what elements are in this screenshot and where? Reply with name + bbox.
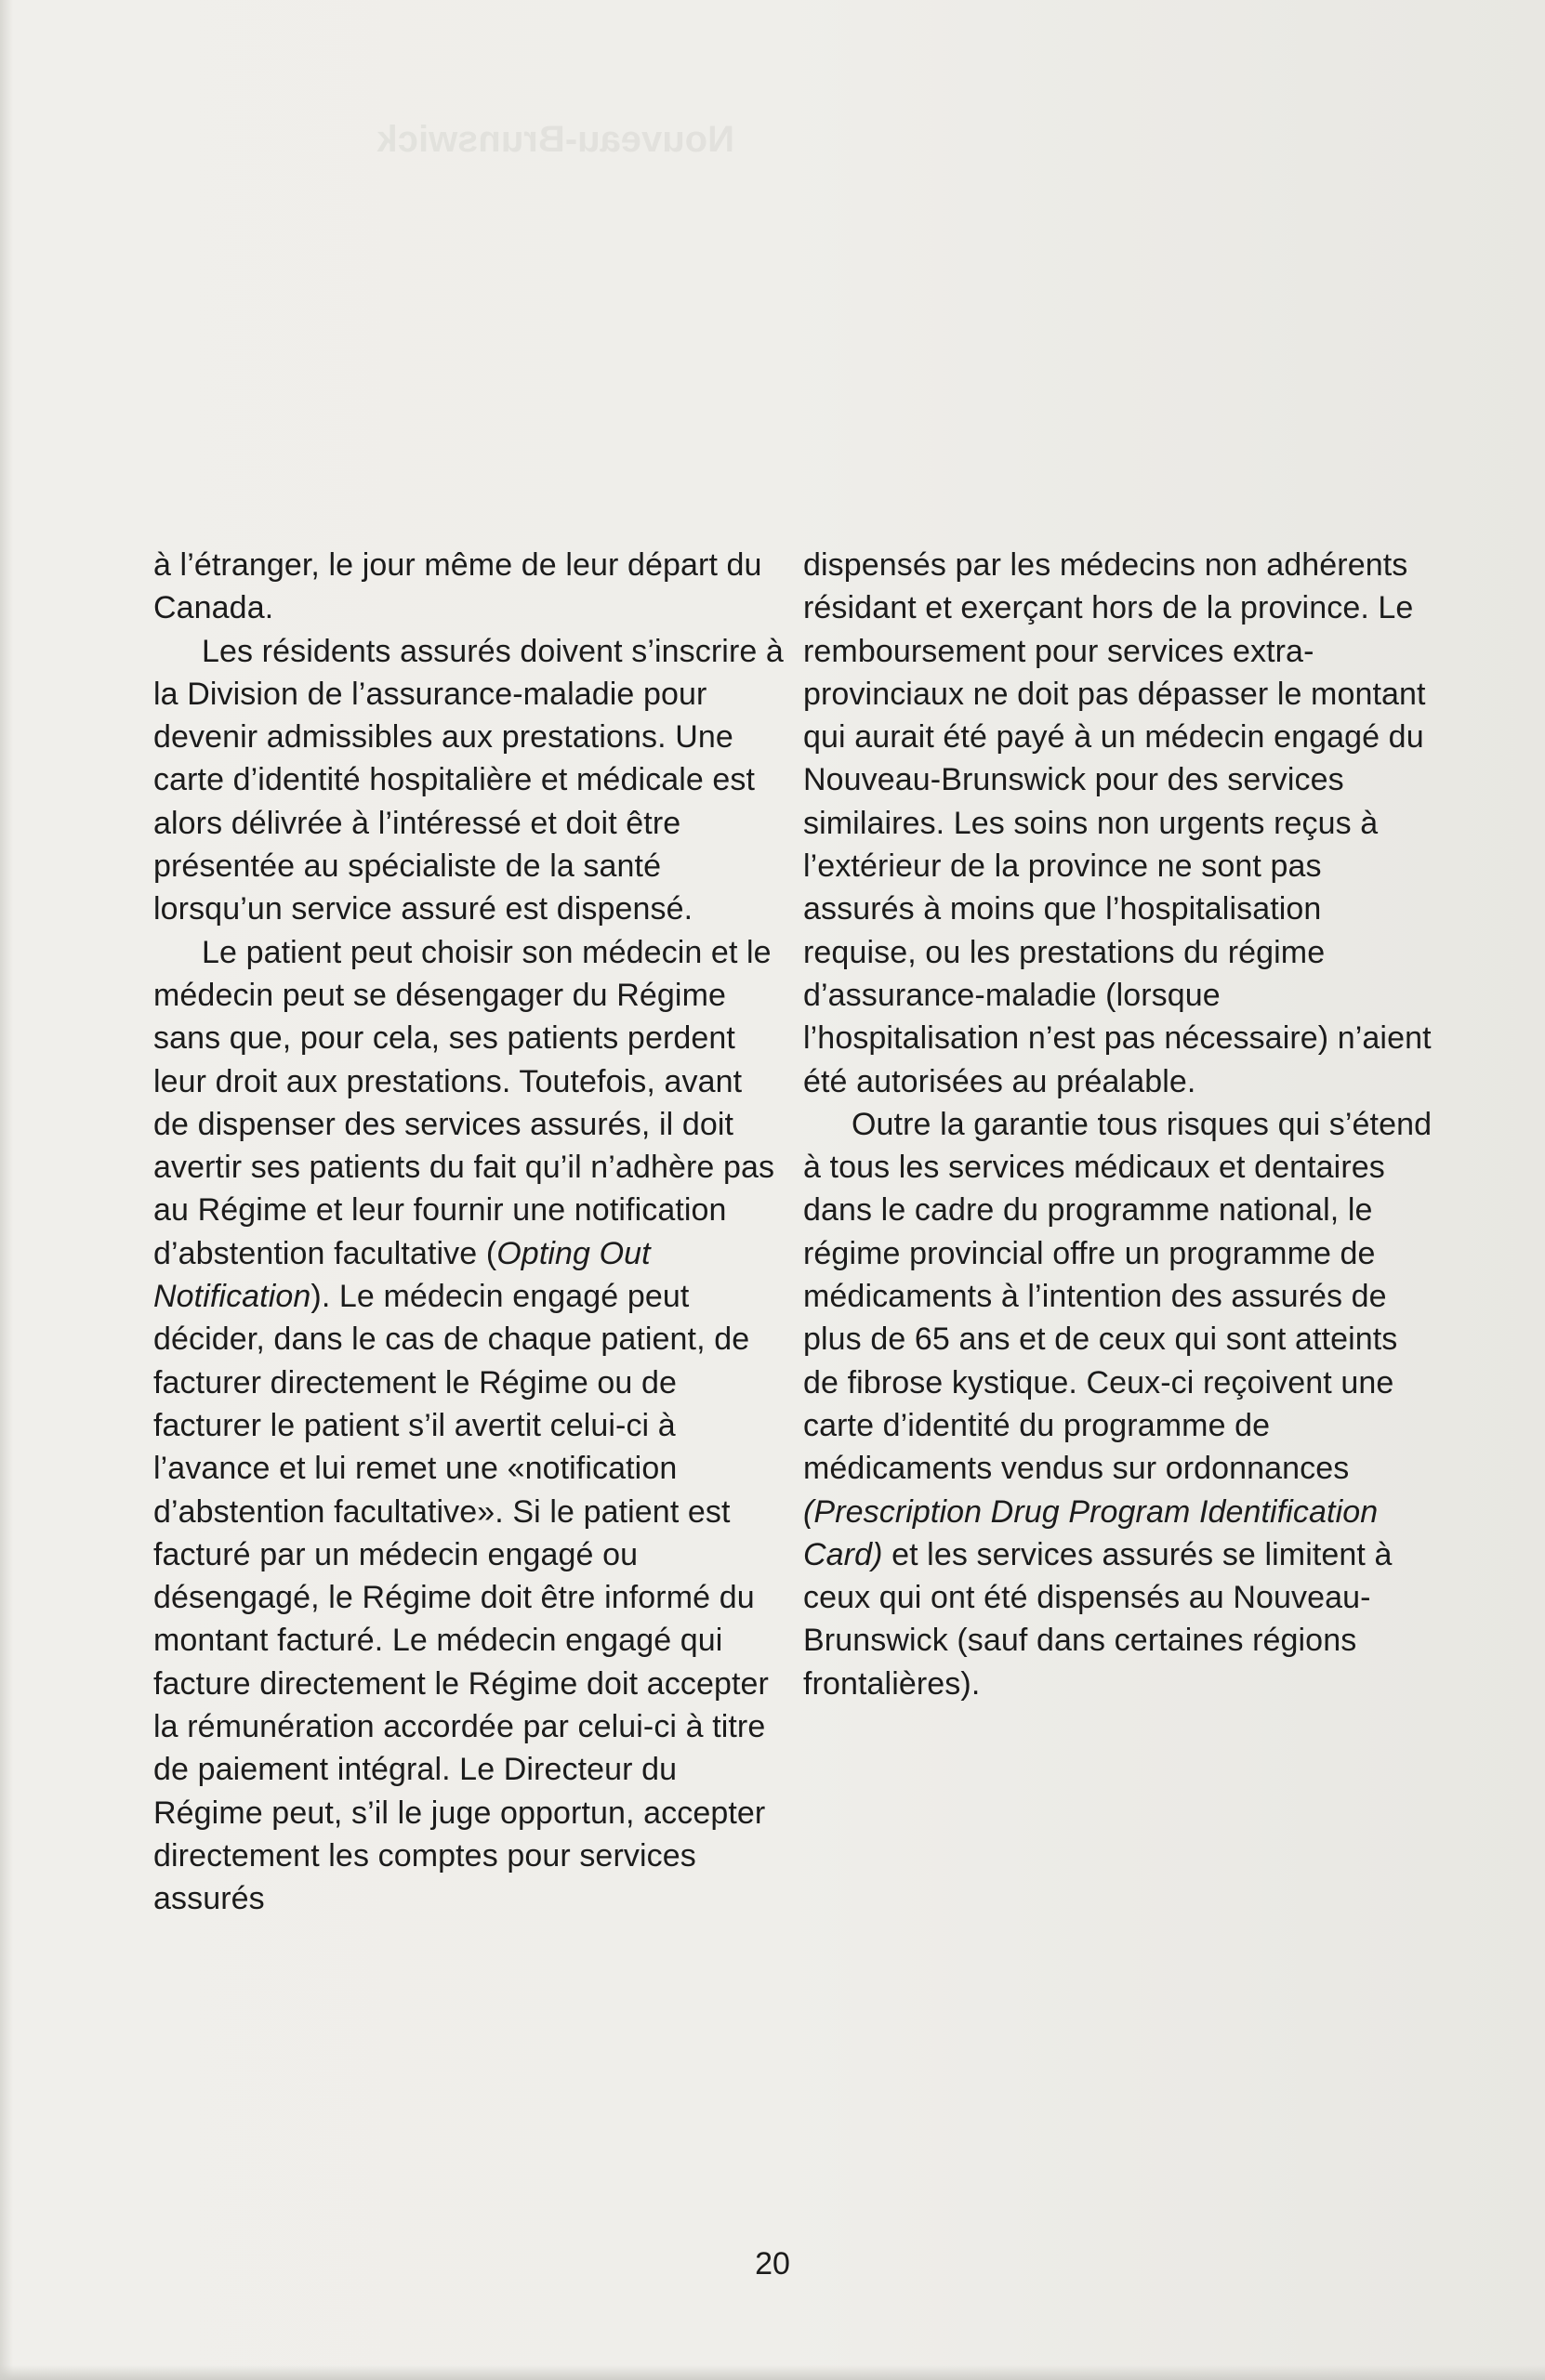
left-paragraph-1: à l’étranger, le jour même de leur départ du Canada. (153, 547, 762, 626)
left-paragraph-2: Les résidents assurés doivent s’inscrire à la Division de l’assurance-maladie pour devenir admissibles aux prestations. Une carte d’identité hospitalière et médicale est alors délivrée à l’intéressé et doit être présentée au spécialiste de la santé lorsqu’un service assuré est dispensé. (153, 633, 784, 927)
page-bottom-edge (0, 2365, 1545, 2380)
bleed-through-title: Nouveau-Brunswick (376, 119, 734, 160)
right-paragraph-2 (803, 1103, 1435, 1705)
right-paragraph-2-part-1: Outre la garantie tous risques qui s’étend à tous les services médicaux et dentaires dans le cadre du programme national, le régime provincial offre un programme de médicaments à l’intention des assurés de plus de 65 ans et de ceux qui sont atteints de fibrose kystique. Ceux-ci reçoivent une carte d’identité du programme de médicaments vendus sur ordonnances (803, 1106, 1433, 1487)
prescription-card-term: (Prescription Drug Program Identification Card) (803, 1493, 1379, 1572)
right-paragraph-1: dispensés par les médecins non adhérents résidant et exerçant hors de la province. Le remboursement pour services extra-provinciaux ne doit pas dépasser le montant qui aurait été payé à un médecin engagé du Nouveau-Brunswick pour des services similaires. Les soins non urgents reçus à l’extérieur de la province ne sont pas assurés à moins que l’hospitalisation requise, ou les prestations du régime d’assurance-maladie (lorsque l’hospitalisation n’est pas nécessaire) n’aient été autorisées au préalable. (803, 547, 1432, 1099)
opting-out-notification-term: Opting Out Notification (153, 1235, 651, 1315)
left-paragraph-3 (153, 931, 786, 1921)
right-paragraph-2-part-2: et les services assurés se limitent à ceux qui ont été dispensés au Nouveau-Brunswick (sauf dans certaines régions frontalières). (803, 1536, 1393, 1702)
right-text-column (803, 544, 1435, 1705)
left-text-column (153, 544, 786, 1921)
page-spine-shadow (0, 0, 13, 2380)
left-paragraph-3-part-2: ). Le médecin engagé peut décider, dans le cas de chaque patient, de facturer directement le Régime ou de facturer le patient s’il avertit celui-ci à l’avance et lui remet une «notification d’abstention facultative». Si le patient est facturé par un médecin engagé ou désengagé, le Régime doit être informé du montant facturé. Le médecin engagé qui facture directement le Régime doit accepter la rémunération accordée par celui-ci à titre de paiement intégral. Le Directeur du Régime peut, s’il le juge opportun, accepter directement les comptes pour services assurés (153, 1279, 769, 1917)
page-number: 20 (755, 2246, 790, 2281)
left-paragraph-3-part-1: Le patient peut choisir son médecin et le médecin peut se désengager du Régime sans que, pour cela, ses patients perdent leur droit aux prestations. Toutefois, avant de dispenser des services assurés, il doit avertir ses patients du fait qu’il n’adhère pas au Régime et leur fournir une notification d’abstention facultative ( (153, 934, 775, 1271)
